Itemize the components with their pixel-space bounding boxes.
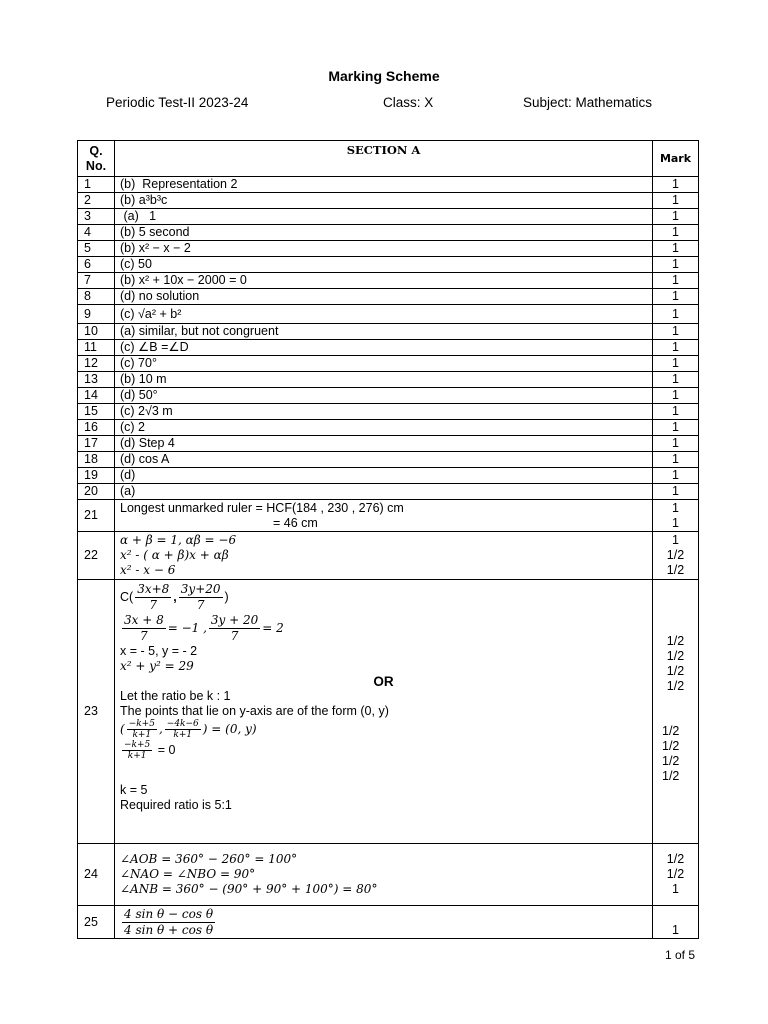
answer-cell: (b) Representation 2 (115, 177, 653, 193)
question-number: 8 (78, 289, 115, 305)
table-row (78, 468, 699, 484)
mark-cell: 1 (653, 388, 699, 404)
answer-cell: (b) x² − x − 2 (115, 241, 653, 257)
mark-cell: 1 (653, 257, 699, 273)
question-number: 22 (78, 532, 115, 580)
mark-cell: 1 (653, 372, 699, 388)
marking-table (77, 140, 699, 939)
answer-cell: (b) x² + 10x − 2000 = 0 (115, 273, 653, 289)
table-row (78, 484, 699, 500)
question-number: 7 (78, 273, 115, 289)
table-row (78, 844, 699, 906)
mark-cell: 1 (653, 305, 699, 324)
mark-cell: 1 (653, 906, 699, 939)
mark-cell: 1 1 (653, 500, 699, 532)
mark-cell: 1 (653, 436, 699, 452)
mark-cell: 1 (653, 289, 699, 305)
question-number: 9 (78, 305, 115, 324)
question-number: 6 (78, 257, 115, 273)
question-number: 12 (78, 356, 115, 372)
table-row (78, 532, 699, 580)
table-row (78, 305, 699, 324)
mark-cell: 1 (653, 356, 699, 372)
table-row (78, 241, 699, 257)
answer-cell: (d) 50° (115, 388, 653, 404)
table-row (78, 420, 699, 436)
answer-cell: (c) ∠B =∠D (115, 340, 653, 356)
table-row (78, 340, 699, 356)
answer-cell: Longest unmarked ruler = HCF(184 , 230 , 276) cm = 46 cm (115, 500, 653, 532)
question-number: 4 (78, 225, 115, 241)
answer-cell: (c) 70° (115, 356, 653, 372)
answer-cell: (d) Step 4 (115, 436, 653, 452)
question-number: 14 (78, 388, 115, 404)
mark-cell: 1 (653, 177, 699, 193)
mark-cell: 1 (653, 193, 699, 209)
table-row (78, 372, 699, 388)
question-number: 13 (78, 372, 115, 388)
table-row (78, 257, 699, 273)
table-row (78, 388, 699, 404)
mark-cell: 1 (653, 273, 699, 289)
section-header: SECTION A (115, 141, 653, 177)
question-number: 23 (78, 580, 115, 844)
table-row (78, 209, 699, 225)
answer-cell: (a) 1 (115, 209, 653, 225)
or-separator: OR (373, 674, 394, 689)
mark-cell: 1 (653, 452, 699, 468)
mark-cell: 1 (653, 209, 699, 225)
table-row (78, 225, 699, 241)
mark-cell: 1 (653, 484, 699, 500)
table-header-row (78, 141, 699, 177)
mark-cell: 1 (653, 324, 699, 340)
table-row (78, 452, 699, 468)
answer-cell: (a) (115, 484, 653, 500)
answer-cell: (b) 10 m (115, 372, 653, 388)
answer-cell: C( $\frac{3x+8}{7}$ , $\frac{3y+20}{7}$ ) $\frac{3x + 8}{7}$ = −1 , $\frac{3y + 20}{7}$ = 2 x = - 5, y = - 2 x² + y² = 29 OR Let the ratio be k : 1 The points that lie on y-axis are of the form (0, y) ( $\frac{-k+5}{k+1}$ , $\frac{-4k-6}{k+1}$ ) = (0, y) $\frac{-k+5}{k+1}$ = 0 k = 5 Required ratio is 5:1 (115, 580, 653, 844)
mark-header: Mark (653, 141, 699, 177)
table-row (78, 404, 699, 420)
question-number: 18 (78, 452, 115, 468)
answer-cell: (d) (115, 468, 653, 484)
table-row (78, 356, 699, 372)
answer-cell: (b) 5 second (115, 225, 653, 241)
table-row (78, 289, 699, 305)
mark-cell: 1/2 1/2 1/2 1/2 1/2 1/2 1/2 1/2 (653, 580, 699, 844)
question-number: 10 (78, 324, 115, 340)
question-number: 15 (78, 404, 115, 420)
question-number: 2 (78, 193, 115, 209)
mark-cell: 1 (653, 241, 699, 257)
document-title: Marking Scheme (328, 68, 440, 84)
mark-cell: 1 (653, 404, 699, 420)
mark-cell: 1 (653, 340, 699, 356)
question-number: 20 (78, 484, 115, 500)
table-row (78, 177, 699, 193)
question-number: 19 (78, 468, 115, 484)
answer-cell: ∠AOB = 360° − 260° = 100° ∠NAO = ∠NBO = 90° ∠ANB = 360° − (90° + 90° + 100°) = 80° (115, 844, 653, 906)
answer-cell: α + β = 1, αβ = −6 x² - ( α + β)x + αβ x² - x − 6 (115, 532, 653, 580)
table-row (78, 273, 699, 289)
answer-cell: $\frac{\text{4 sin θ − cos θ}}{\text{4 sin θ + cos θ}}$ (115, 906, 653, 939)
question-number: 1 (78, 177, 115, 193)
mark-cell: 1 (653, 468, 699, 484)
table-row (78, 500, 699, 532)
subject-label: Subject: Mathematics (523, 95, 653, 110)
answer-cell: (c) 2√3 m (115, 404, 653, 420)
mark-cell: 1 (653, 420, 699, 436)
mark-cell: 1 (653, 225, 699, 241)
table-row (78, 436, 699, 452)
question-number: 17 (78, 436, 115, 452)
question-number: 5 (78, 241, 115, 257)
answer-cell: (d) no solution (115, 289, 653, 305)
answer-cell: (c) 2 (115, 420, 653, 436)
page-number: 1 of 5 (664, 948, 695, 962)
question-number: 24 (78, 844, 115, 906)
question-number: 21 (78, 500, 115, 532)
table-row (78, 324, 699, 340)
answer-cell: (a) similar, but not congruent (115, 324, 653, 340)
answer-cell: (b) a³b³c (115, 193, 653, 209)
answer-cell: (d) cos A (115, 452, 653, 468)
mark-cell: 1/2 1/2 1 (653, 844, 699, 906)
question-number: 25 (78, 906, 115, 939)
table-row (78, 193, 699, 209)
answer-cell: (c) 50 (115, 257, 653, 273)
test-name: Periodic Test-II 2023-24 (106, 95, 249, 110)
qno-header: Q. No. (78, 141, 115, 177)
table-row (78, 906, 699, 939)
answer-cell: (c) √a² + b² (115, 305, 653, 324)
mark-cell: 1 1/2 1/2 (653, 532, 699, 580)
table-row (78, 580, 699, 844)
question-number: 16 (78, 420, 115, 436)
question-number: 11 (78, 340, 115, 356)
class-label: Class: X (383, 95, 434, 110)
question-number: 3 (78, 209, 115, 225)
